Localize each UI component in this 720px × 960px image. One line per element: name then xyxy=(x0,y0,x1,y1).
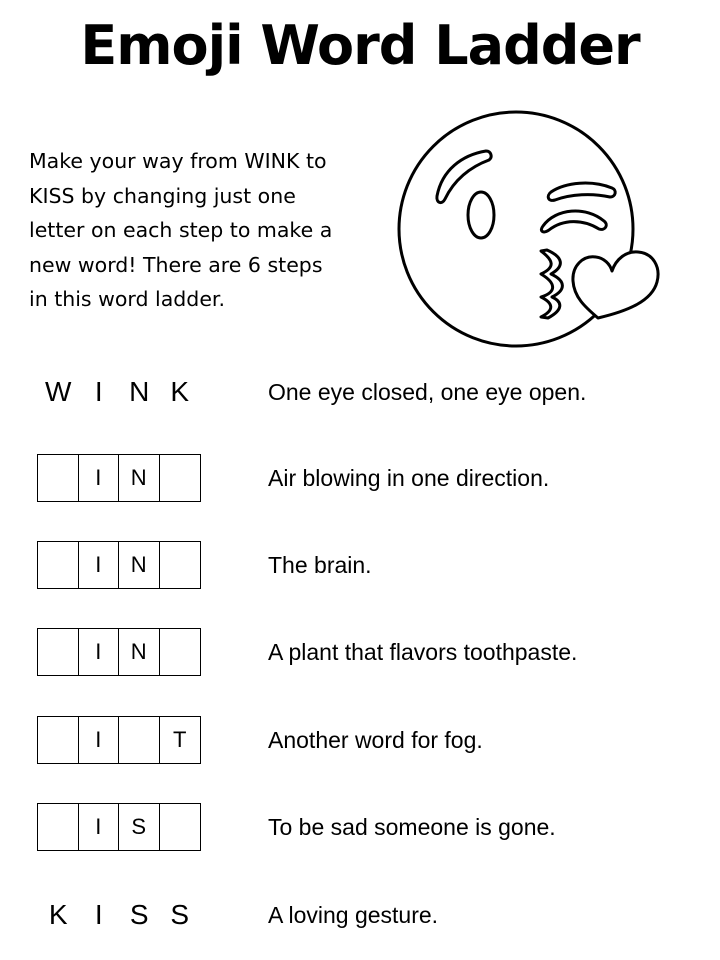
letter-box[interactable]: I xyxy=(79,455,120,501)
clue-text: A plant that flavors toothpaste. xyxy=(268,639,578,665)
letter-box[interactable]: N xyxy=(119,542,160,588)
letter-boxes xyxy=(37,716,201,764)
end-word xyxy=(38,890,200,940)
ladder-row-step-2 xyxy=(0,540,720,590)
ladder-row-end xyxy=(0,890,720,940)
letter-box[interactable]: T xyxy=(173,727,187,752)
ladder-row-step-1 xyxy=(0,453,720,503)
kissing-face-with-heart-icon xyxy=(392,110,664,356)
letter-boxes xyxy=(37,454,201,502)
letter-box[interactable]: I xyxy=(79,542,120,588)
letter-box[interactable]: N xyxy=(119,629,160,675)
instructions-text: Make your way from WINK to KISS by changing just one letter on each step to make a new word! There are 6 steps in this word ladder. xyxy=(29,149,333,311)
start-letter: K xyxy=(170,376,190,407)
letter-boxes xyxy=(37,628,201,676)
ladder-row-step-4 xyxy=(0,715,720,765)
end-letter: S xyxy=(129,899,149,930)
start-letter: I xyxy=(94,376,103,407)
letter-box[interactable]: I xyxy=(79,717,120,763)
end-letter: I xyxy=(94,899,103,930)
clue-text: Another word for fog. xyxy=(268,727,483,753)
letter-box[interactable] xyxy=(160,629,201,675)
letter-box[interactable]: S xyxy=(119,804,160,850)
start-word xyxy=(38,367,200,417)
end-letter: S xyxy=(170,899,190,930)
letter-box[interactable] xyxy=(119,717,160,763)
letter-box[interactable] xyxy=(38,629,79,675)
letter-box[interactable] xyxy=(160,455,201,501)
clue-text: Air blowing in one direction. xyxy=(268,465,550,491)
start-letter: N xyxy=(129,376,150,407)
letter-box[interactable] xyxy=(160,804,201,850)
letter-box[interactable]: N xyxy=(119,455,160,501)
clue-text: A loving gesture. xyxy=(268,902,439,928)
clue-text: The brain. xyxy=(268,552,372,578)
ladder-row-step-3 xyxy=(0,627,720,677)
ladder-row-step-5 xyxy=(0,802,720,852)
end-letter: K xyxy=(48,899,68,930)
letter-box[interactable] xyxy=(38,717,79,763)
letter-box[interactable] xyxy=(38,542,79,588)
start-letter: W xyxy=(45,376,72,407)
letter-box[interactable] xyxy=(38,804,79,850)
letter-box[interactable]: I xyxy=(79,629,120,675)
letter-boxes xyxy=(37,541,201,589)
ladder-row-start xyxy=(0,367,720,417)
page-title: Emoji Word Ladder xyxy=(80,14,640,77)
letter-box[interactable] xyxy=(38,455,79,501)
letter-box[interactable] xyxy=(160,542,201,588)
letter-boxes xyxy=(37,803,201,851)
letter-box[interactable]: I xyxy=(79,804,120,850)
clue-text: One eye closed, one eye open. xyxy=(268,379,587,405)
clue-text: To be sad someone is gone. xyxy=(268,814,556,840)
